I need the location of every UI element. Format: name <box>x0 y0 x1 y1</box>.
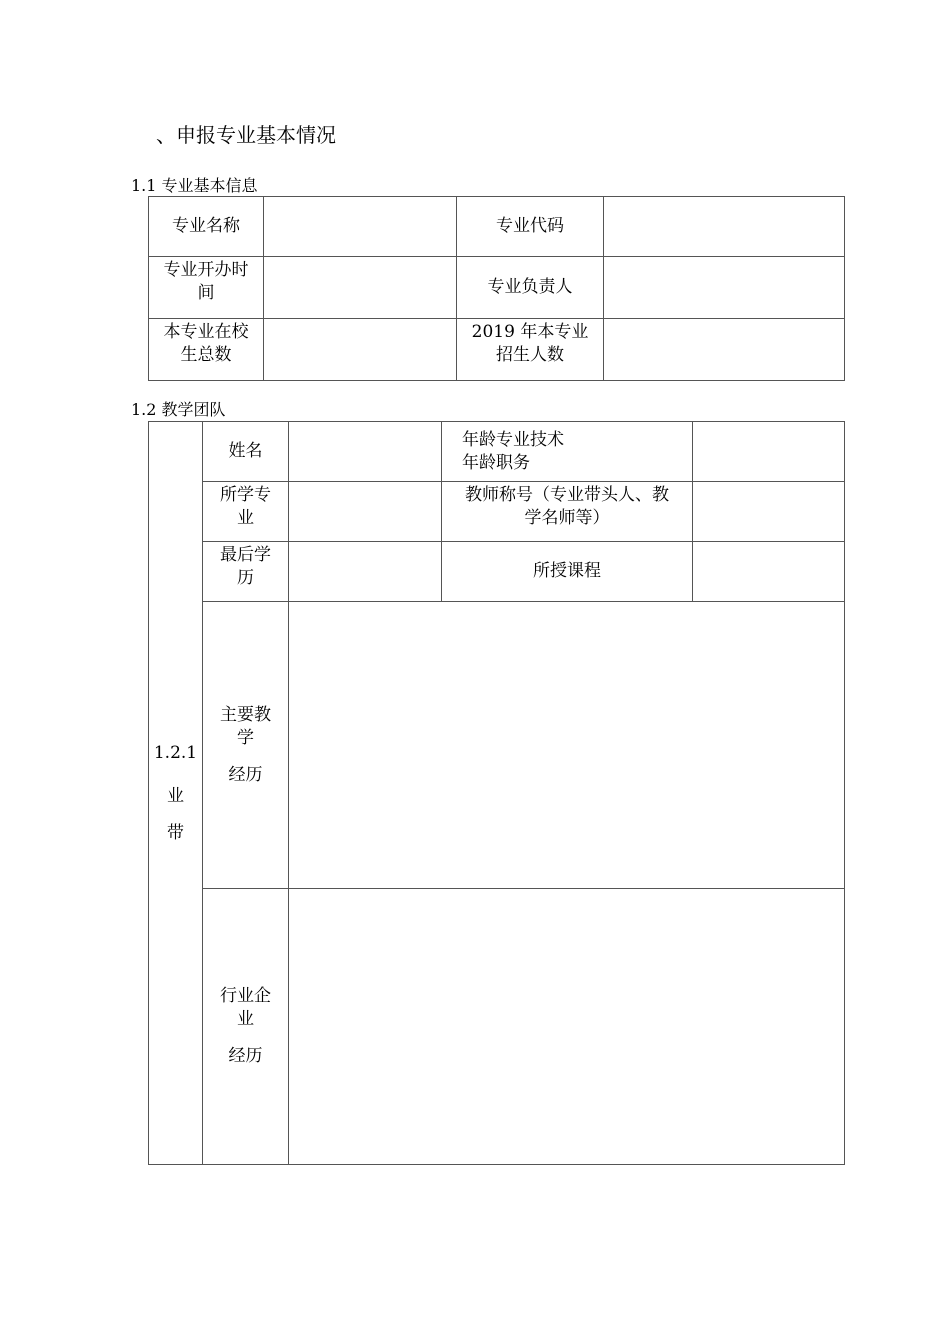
section-title: 、申报专业基本情况 <box>156 123 336 147</box>
age-title-label: 年龄专业技术 年龄职务 <box>442 422 693 482</box>
courses-label: 所授课程 <box>442 542 693 602</box>
table-row <box>149 197 845 257</box>
major-code-value[interactable] <box>604 197 845 257</box>
table-row <box>149 319 845 381</box>
table-row <box>149 482 845 542</box>
industry-experience-value[interactable] <box>289 889 845 1165</box>
education-label: 最后学 历 <box>203 542 289 602</box>
team-table <box>148 421 845 1165</box>
table-row <box>149 542 845 602</box>
name-value[interactable] <box>289 422 442 482</box>
enrollment-value[interactable] <box>604 319 845 381</box>
major-name-label: 专业名称 <box>149 197 264 257</box>
enrollment-label: 2019 年本专业 招生人数 <box>457 319 604 381</box>
table-row <box>149 889 845 1165</box>
table-row <box>149 602 845 889</box>
name-label: 姓名 <box>203 422 289 482</box>
basic-info-caption: 1.1 专业基本信息 <box>131 176 258 195</box>
education-value[interactable] <box>289 542 442 602</box>
major-code-label: 专业代码 <box>457 197 604 257</box>
team-caption: 1.2 教学团队 <box>131 400 226 419</box>
major-leader-label: 专业负责人 <box>457 257 604 319</box>
basic-info-table <box>148 196 845 381</box>
table-row <box>149 257 845 319</box>
industry-experience-label: 行业企 业 经历 <box>203 889 289 1165</box>
teaching-experience-value[interactable] <box>289 602 845 889</box>
total-students-value[interactable] <box>264 319 457 381</box>
major-studied-label: 所学专 业 <box>203 482 289 542</box>
age-title-value[interactable] <box>693 422 845 482</box>
major-leader-value[interactable] <box>604 257 845 319</box>
leader-side-label: 1.2.1 业 带 <box>149 422 203 1165</box>
major-name-value[interactable] <box>264 197 457 257</box>
courses-value[interactable] <box>693 542 845 602</box>
teacher-title-value[interactable] <box>693 482 845 542</box>
total-students-label: 本专业在校 生总数 <box>149 319 264 381</box>
teaching-experience-label: 主要教 学 经历 <box>203 602 289 889</box>
major-studied-value[interactable] <box>289 482 442 542</box>
start-time-label: 专业开办时 间 <box>149 257 264 319</box>
table-row <box>149 422 845 482</box>
start-time-value[interactable] <box>264 257 457 319</box>
teacher-title-label: 教师称号（专业带头人、教 学名师等） <box>442 482 693 542</box>
